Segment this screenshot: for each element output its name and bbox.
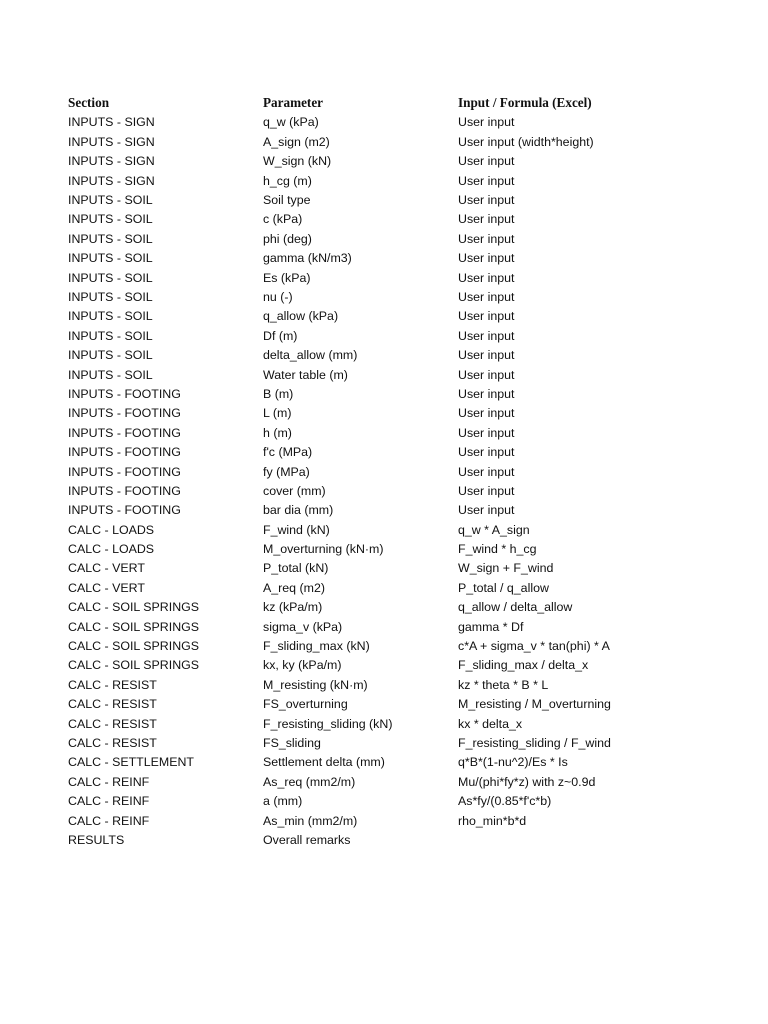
table-row bbox=[68, 288, 708, 307]
table-row bbox=[68, 578, 708, 597]
cell-formula: c*A + sigma_v * tan(phi) * A bbox=[458, 639, 610, 654]
table-row bbox=[68, 753, 708, 772]
table-row bbox=[68, 617, 708, 636]
table-row bbox=[68, 501, 708, 520]
cell-section: CALC - SOIL SPRINGS bbox=[68, 639, 200, 654]
table-row bbox=[68, 656, 708, 675]
table-row bbox=[68, 637, 708, 656]
cell-section: CALC - LOADS bbox=[68, 522, 155, 537]
cell-parameter: h_cg (m) bbox=[263, 173, 312, 188]
cell-formula: kz * theta * B * L bbox=[458, 677, 549, 692]
cell-parameter: gamma (kN/m3) bbox=[263, 251, 352, 266]
table-row bbox=[68, 675, 708, 694]
cell-section: INPUTS - SOIL bbox=[68, 367, 153, 382]
cell-section: CALC - SOIL SPRINGS bbox=[68, 600, 200, 615]
cell-section: INPUTS - SOIL bbox=[68, 309, 153, 324]
cell-section: CALC - VERT bbox=[68, 580, 145, 595]
cell-parameter: f'c (MPa) bbox=[263, 445, 313, 460]
cell-formula: F_resisting_sliding / F_wind bbox=[458, 735, 611, 750]
cell-formula: User input bbox=[458, 290, 515, 304]
cell-parameter: F_sliding_max (kN) bbox=[263, 639, 370, 654]
cell-section: CALC - RESIST bbox=[68, 677, 157, 692]
cell-parameter: W_sign (kN) bbox=[263, 154, 332, 169]
cell-formula: Mu/(phi*fy*z) with z~0.9d bbox=[458, 774, 596, 789]
cell-section: CALC - VERT bbox=[68, 561, 145, 576]
cell-parameter: F_resisting_sliding (kN) bbox=[263, 716, 393, 731]
cell-parameter: A_sign (m2) bbox=[263, 134, 330, 149]
table-row bbox=[68, 423, 708, 442]
cell-formula: gamma * Df bbox=[458, 619, 524, 634]
table-row bbox=[68, 249, 708, 268]
cell-parameter: As_req (mm2/m) bbox=[263, 774, 356, 789]
cell-parameter: Soil type bbox=[263, 193, 311, 208]
table-row bbox=[68, 714, 708, 733]
cell-section: INPUTS - SOIL bbox=[68, 212, 153, 227]
cell-section: INPUTS - SOIL bbox=[68, 290, 153, 304]
cell-parameter: kz (kPa/m) bbox=[263, 600, 323, 615]
cell-parameter: Overall remarks bbox=[263, 832, 351, 847]
cell-parameter: delta_allow (mm) bbox=[263, 348, 358, 363]
table-row bbox=[68, 598, 708, 617]
cell-section: CALC - SOIL SPRINGS bbox=[68, 619, 200, 634]
cell-parameter: Es (kPa) bbox=[263, 270, 311, 285]
cell-formula: User input (width*height) bbox=[458, 134, 594, 149]
cell-section: CALC - SOIL SPRINGS bbox=[68, 658, 200, 673]
table-body bbox=[68, 113, 708, 850]
table-row bbox=[68, 443, 708, 462]
table-row bbox=[68, 365, 708, 384]
table-row bbox=[68, 326, 708, 345]
cell-formula: M_resisting / M_overturning bbox=[458, 697, 611, 712]
cell-section: CALC - REINF bbox=[68, 794, 150, 809]
cell-formula: User input bbox=[458, 503, 515, 518]
cell-section: INPUTS - SOIL bbox=[68, 193, 153, 208]
cell-section: INPUTS - FOOTING bbox=[68, 503, 181, 518]
cell-parameter: M_overturning (kN·m) bbox=[263, 542, 384, 557]
cell-parameter: phi (deg) bbox=[263, 231, 312, 246]
cell-parameter: L (m) bbox=[263, 406, 292, 421]
cell-parameter: cover (mm) bbox=[263, 483, 326, 498]
cell-parameter: sigma_v (kPa) bbox=[263, 619, 343, 634]
cell-section: INPUTS - SOIL bbox=[68, 231, 153, 246]
table-row bbox=[68, 520, 708, 539]
cell-section: CALC - RESIST bbox=[68, 697, 157, 712]
table-row bbox=[68, 792, 708, 811]
cell-parameter: FS_sliding bbox=[263, 735, 321, 750]
cell-section: CALC - SETTLEMENT bbox=[68, 755, 194, 770]
cell-formula: P_total / q_allow bbox=[458, 580, 549, 595]
cell-formula: User input bbox=[458, 367, 515, 382]
cell-parameter: Df (m) bbox=[263, 328, 298, 343]
cell-section: INPUTS - SOIL bbox=[68, 348, 153, 363]
cell-formula: User input bbox=[458, 348, 515, 363]
cell-parameter: q_allow (kPa) bbox=[263, 309, 339, 324]
cell-section: CALC - RESIST bbox=[68, 716, 157, 731]
cell-section: INPUTS - SIGN bbox=[68, 173, 155, 188]
cell-formula: User input bbox=[458, 406, 515, 421]
cell-section: INPUTS - FOOTING bbox=[68, 406, 181, 421]
cell-formula: User input bbox=[458, 270, 515, 285]
cell-parameter: a (mm) bbox=[263, 794, 303, 809]
cell-formula: User input bbox=[458, 445, 515, 460]
table-row bbox=[68, 481, 708, 500]
table-row bbox=[68, 307, 708, 326]
cell-parameter: B (m) bbox=[263, 386, 294, 401]
cell-parameter: fy (MPa) bbox=[263, 464, 310, 479]
cell-formula: User input bbox=[458, 212, 515, 227]
table-row bbox=[68, 772, 708, 791]
cell-section: INPUTS - FOOTING bbox=[68, 445, 181, 460]
cell-formula: User input bbox=[458, 251, 515, 266]
header-parameter: Parameter bbox=[263, 95, 324, 111]
table-row bbox=[68, 695, 708, 714]
cell-formula: User input bbox=[458, 173, 515, 188]
table-row bbox=[68, 811, 708, 830]
table-row bbox=[68, 268, 708, 287]
cell-formula: User input bbox=[458, 386, 515, 401]
cell-formula: User input bbox=[458, 309, 515, 324]
cell-section: CALC - RESIST bbox=[68, 735, 157, 750]
cell-parameter: bar dia (mm) bbox=[263, 503, 334, 518]
cell-parameter: FS_overturning bbox=[263, 697, 348, 712]
cell-parameter: A_req (m2) bbox=[263, 580, 325, 595]
table-row bbox=[68, 734, 708, 753]
cell-parameter: kx, ky (kPa/m) bbox=[263, 658, 342, 673]
table-row bbox=[68, 540, 708, 559]
cell-section: INPUTS - FOOTING bbox=[68, 464, 181, 479]
cell-section: INPUTS - FOOTING bbox=[68, 483, 181, 498]
cell-section: INPUTS - SOIL bbox=[68, 270, 153, 285]
cell-formula: rho_min*b*d bbox=[458, 813, 527, 828]
cell-formula: User input bbox=[458, 154, 515, 169]
table-row bbox=[68, 229, 708, 248]
table-row bbox=[68, 830, 708, 849]
cell-section: INPUTS - SOIL bbox=[68, 251, 153, 266]
cell-section: CALC - REINF bbox=[68, 813, 150, 828]
cell-section: INPUTS - FOOTING bbox=[68, 386, 181, 401]
cell-section: CALC - REINF bbox=[68, 774, 150, 789]
table-row bbox=[68, 462, 708, 481]
cell-section: INPUTS - SIGN bbox=[68, 115, 155, 130]
cell-parameter: Water table (m) bbox=[263, 367, 348, 382]
cell-formula: User input bbox=[458, 464, 515, 479]
cell-section: CALC - LOADS bbox=[68, 542, 155, 557]
table-row bbox=[68, 404, 708, 423]
table-row bbox=[68, 191, 708, 210]
cell-parameter: As_min (mm2/m) bbox=[263, 813, 358, 828]
table-row bbox=[68, 559, 708, 578]
cell-formula: User input bbox=[458, 115, 515, 130]
table-row bbox=[68, 152, 708, 171]
cell-formula: F_sliding_max / delta_x bbox=[458, 658, 589, 673]
cell-parameter: Settlement delta (mm) bbox=[263, 755, 385, 770]
cell-formula: User input bbox=[458, 231, 515, 246]
cell-parameter: h (m) bbox=[263, 425, 292, 440]
cell-parameter: M_resisting (kN·m) bbox=[263, 677, 368, 692]
cell-section: INPUTS - SIGN bbox=[68, 154, 155, 169]
cell-parameter: nu (-) bbox=[263, 290, 293, 304]
cell-parameter: c (kPa) bbox=[263, 212, 303, 227]
table-row bbox=[68, 132, 708, 151]
cell-section: RESULTS bbox=[68, 832, 125, 847]
cell-section: INPUTS - SOIL bbox=[68, 328, 153, 343]
cell-formula: User input bbox=[458, 328, 515, 343]
cell-formula: q_allow / delta_allow bbox=[458, 600, 573, 615]
cell-section: INPUTS - SIGN bbox=[68, 134, 155, 149]
cell-formula: User input bbox=[458, 425, 515, 440]
cell-section: INPUTS - FOOTING bbox=[68, 425, 181, 440]
cell-parameter: F_wind (kN) bbox=[263, 522, 330, 537]
cell-formula: W_sign + F_wind bbox=[458, 561, 554, 576]
cell-formula: kx * delta_x bbox=[458, 716, 523, 731]
cell-formula: q*B*(1-nu^2)/Es * Is bbox=[458, 755, 568, 770]
cell-formula: F_wind * h_cg bbox=[458, 542, 537, 557]
cell-formula: q_w * A_sign bbox=[458, 522, 530, 537]
cell-formula: User input bbox=[458, 193, 515, 208]
cell-parameter: P_total (kN) bbox=[263, 561, 329, 576]
table-header-row bbox=[68, 93, 708, 113]
formula-table bbox=[68, 93, 708, 850]
table-row bbox=[68, 113, 708, 132]
table-row bbox=[68, 384, 708, 403]
header-input-formula: Input / Formula (Excel) bbox=[458, 95, 592, 111]
header-section: Section bbox=[68, 95, 110, 111]
table-row bbox=[68, 346, 708, 365]
table-row bbox=[68, 171, 708, 190]
cell-formula: As*fy/(0.85*f'c*b) bbox=[458, 794, 552, 809]
table-row bbox=[68, 210, 708, 229]
cell-formula: User input bbox=[458, 483, 515, 498]
cell-parameter: q_w (kPa) bbox=[263, 115, 319, 130]
